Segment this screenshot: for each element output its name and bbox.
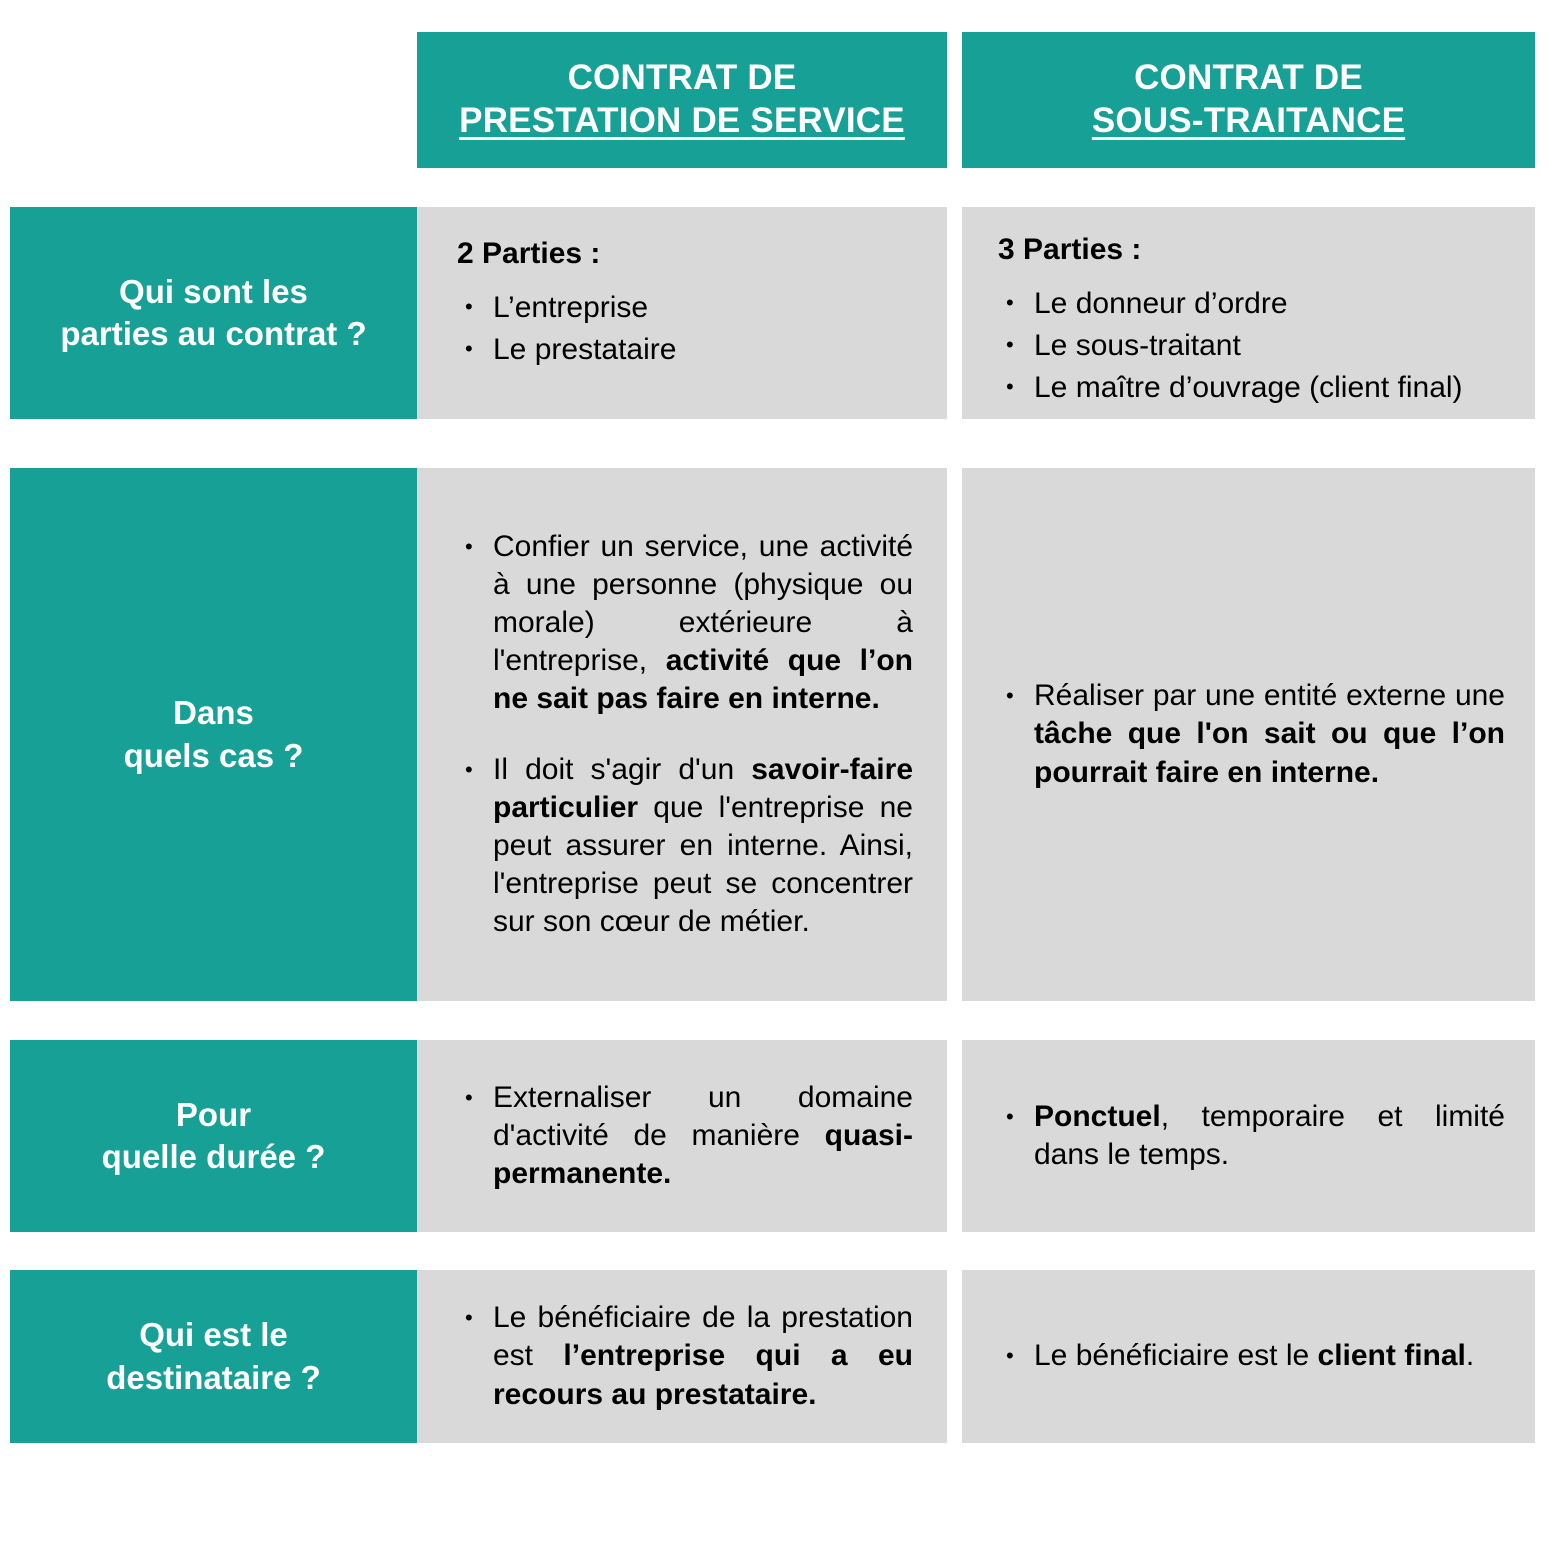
row-label-line1: Dans (173, 694, 254, 732)
row-label-line2: quelle durée ? (101, 1138, 326, 1175)
list-item: • Confier un service, une activité à une personne (physique ou morale) extérieure à l'entreprise, activité que l’on ne sait pas faire en interne. (457, 528, 913, 718)
cell-soustraitance-destinataire (962, 1270, 1535, 1443)
list-item: • L’entreprise (457, 289, 913, 327)
header-prestation-text (459, 57, 905, 142)
list-item: • Externaliser un domaine d'activité de manière quasi-permanente. (457, 1079, 913, 1193)
list-item: • Le maître d’ouvrage (client final) (998, 369, 1505, 407)
bullet-list (998, 1337, 1505, 1375)
row-label-line1: Qui sont les (119, 272, 308, 310)
row-label-destinataire (10, 1270, 417, 1443)
header-prestation-line2: PRESTATION DE SERVICE (459, 101, 905, 140)
row-label-parties-au-contrat (10, 207, 417, 419)
list-item: • Réaliser par une entité externe une tâche que l'on sait ou que l’on pourrait faire en interne. (998, 677, 1505, 791)
bullet-list (457, 1079, 913, 1193)
row-label-text (46, 271, 380, 355)
bullet-list (457, 289, 913, 369)
bullet-list (457, 528, 913, 941)
cell-soustraitance-parties (962, 207, 1535, 419)
cell-prestation-parties (417, 207, 947, 419)
row-label-line2: destinataire ? (106, 1358, 321, 1396)
lead-text: 2 Parties : (457, 237, 601, 270)
list-item: • Le sous-traitant (998, 327, 1505, 365)
row-label-text (92, 1314, 335, 1398)
row-label-pour-quelle-duree (10, 1040, 417, 1232)
header-soustraitance-text (1092, 57, 1405, 142)
bullet-list (998, 677, 1505, 791)
header-prestation-de-service (417, 32, 947, 168)
list-item: • Le prestataire (457, 331, 913, 369)
row-label-line2: quels cas ? (123, 736, 304, 774)
header-soustraitance-line1: CONTRAT DE (1134, 58, 1363, 98)
cell-prestation-destinataire (417, 1270, 947, 1443)
row-label-line2: parties au contrat ? (60, 315, 367, 352)
row-label-line1: Qui est le (139, 1316, 288, 1354)
list-item: • Le donneur d’ordre (998, 285, 1505, 323)
cell-prestation-duree (417, 1040, 947, 1232)
header-soustraitance-line2: SOUS-TRAITANCE (1091, 101, 1406, 140)
header-prestation-line1: CONTRAT DE (567, 58, 797, 98)
lead-text: 3 Parties : (998, 233, 1142, 266)
row-label-dans-quels-cas (10, 468, 417, 1001)
bullet-list (998, 1098, 1505, 1174)
row-label-text (88, 1094, 340, 1178)
list-item: • Le bénéficiaire est le client final. (998, 1337, 1505, 1375)
list-item: • Le bénéficiaire de la prestation est l’entreprise qui a eu recours au prestataire. (457, 1299, 913, 1413)
bullet-list (457, 1299, 913, 1413)
row-label-line1: Pour (175, 1095, 252, 1133)
cell-soustraitance-duree (962, 1040, 1535, 1232)
cell-soustraitance-cas (962, 468, 1535, 1001)
list-item: • Il doit s'agir d'un savoir-faire particulier que l'entreprise ne peut assurer en interne. Ainsi, l'entreprise peut se concentrer sur son cœur de métier. (457, 751, 913, 941)
row-label-text (110, 692, 318, 776)
list-item: • Ponctuel, temporaire et limité dans le temps. (998, 1098, 1505, 1174)
bullet-list (998, 285, 1505, 407)
cell-prestation-cas (417, 468, 947, 1001)
header-sous-traitance (962, 32, 1535, 168)
